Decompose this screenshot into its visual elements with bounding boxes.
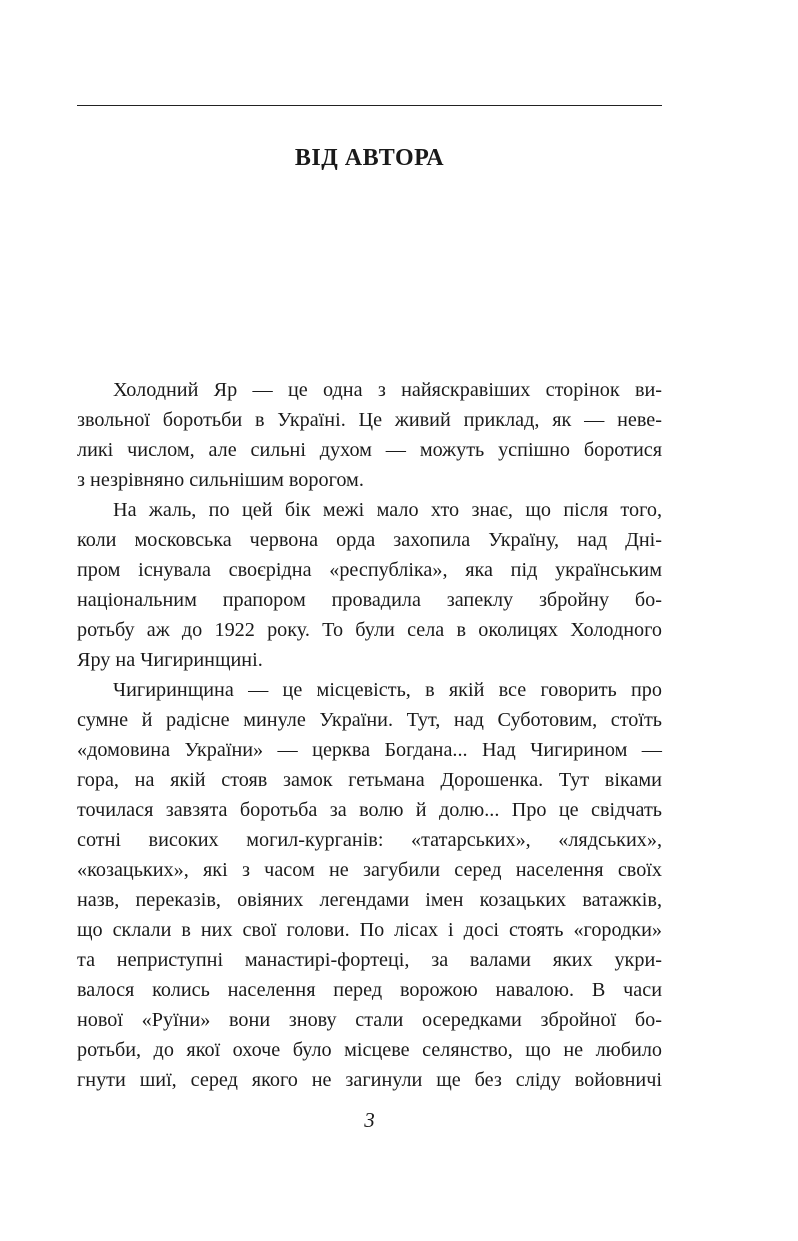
text-line: Холодний Яр — це одна з найяскравіших сторінок ви- [113, 379, 662, 401]
text-line: сумне й радісне минуле України. Тут, над Суботовим, стоїть [77, 709, 662, 731]
text-line: сотні високих могил-курганів: «татарських», «лядських», [77, 829, 662, 851]
text-line: Яру на Чигиринщині. [77, 649, 263, 671]
text-line: гнути шиї, серед якого не загинули ще без сліду войовничі [77, 1069, 662, 1091]
text-line: ротьби, до якої охоче було місцеве селянство, що не любило [77, 1039, 662, 1061]
text-line: гора, на якій стояв замок гетьмана Дорошенка. Тут віками [77, 769, 662, 791]
text-line: звольної боротьби в Україні. Це живий приклад, як — неве- [77, 409, 662, 431]
header-rule [77, 105, 662, 106]
text-line: що склали в них свої голови. По лісах і досі стоять «городки» [77, 919, 662, 941]
text-line: ротьбу аж до 1922 року. То були села в околицях Холодного [77, 619, 662, 641]
text-line: національним прапором провадила запеклу збройну бо- [77, 589, 662, 611]
text-line: пром існувала своєрідна «республіка», яка під українським [77, 559, 662, 581]
text-line: з незрівняно сильнішим ворогом. [77, 469, 364, 491]
chapter-title: ВІД АВТОРА [294, 145, 445, 171]
text-line: ликі числом, але сильні духом — можуть успішно боротися [77, 439, 662, 461]
text-line: назв, переказів, овіяних легендами імен козацьких ватажків, [77, 889, 662, 911]
text-line: «домовина України» — церква Богдана... Над Чигирином — [77, 739, 662, 761]
text-line: «козацьких», які з часом не загубили серед населення своїх [77, 859, 662, 881]
text-line: На жаль, по цей бік межі мало хто знає, що після того, [113, 499, 662, 521]
text-line: та неприступні манастирі-фортеці, за валами яких укри- [77, 949, 662, 971]
text-line: коли московська червона орда захопила Україну, над Дні- [77, 529, 662, 551]
text-line: точилася завзята боротьба за волю й долю... Про це свідчать [77, 799, 662, 821]
text-line: нової «Руїни» вони знову стали осередками збройної бо- [77, 1009, 662, 1031]
page-number: 3 [364, 1108, 375, 1132]
text-line: Чигиринщина — це місцевість, в якій все говорить про [113, 679, 662, 701]
body-text [77, 375, 662, 1095]
text-line: валося колись населення перед ворожою навалою. В часи [77, 979, 662, 1001]
